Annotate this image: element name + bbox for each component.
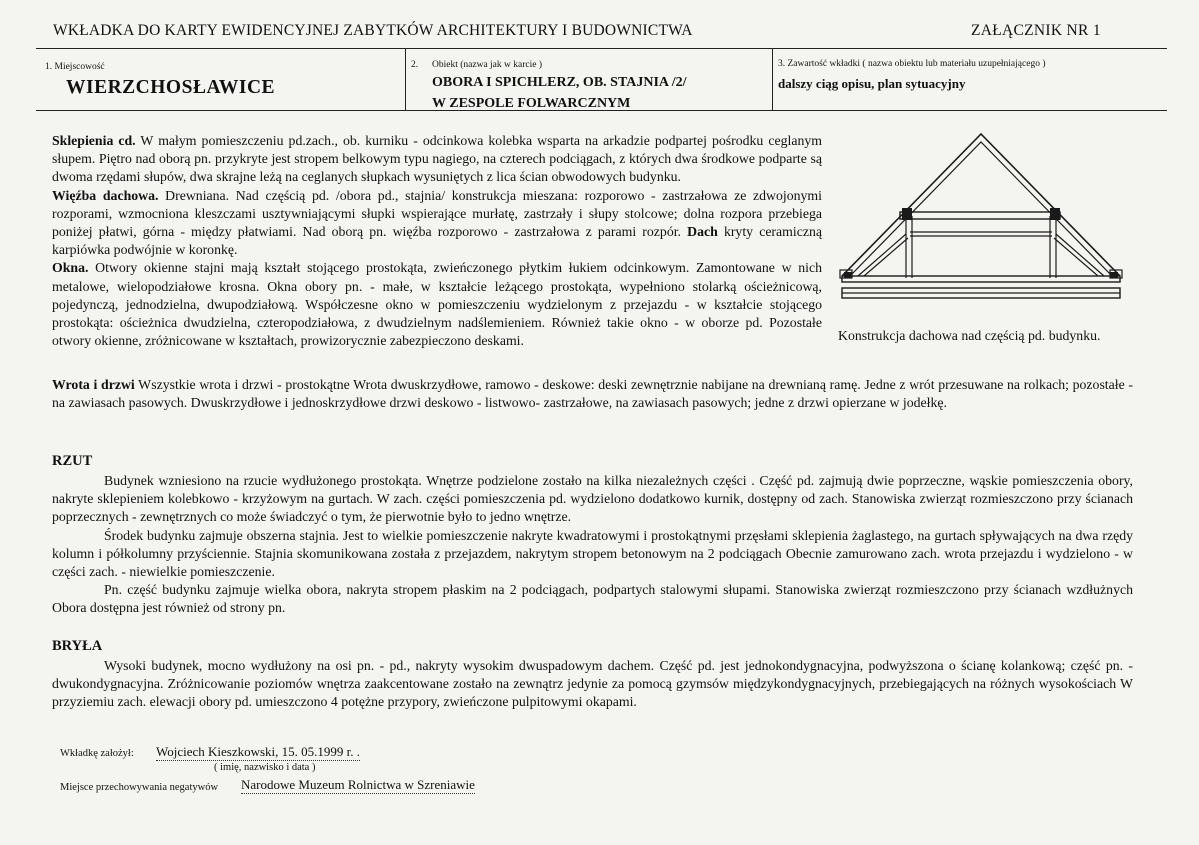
- field-object-value: [432, 72, 762, 114]
- paragraph-vaults: Sklepienia cd. W małym pomieszczeniu pd.zach., ob. kurniku - odcinkowa kolebka wsparta na arkadzie podpartej pośrodku ceglanym słupem. Piętro nad oborą pn. przykryte jest stropem belkowym typu nagiego, na czterech podciągach, z których dwa środkowe podparte są dwoma rzędami słupów, dwa skrajne leżą na ceglanych słupkach wysuniętych z lica ścian obwodowych budynku.: [52, 133, 822, 185]
- figure-caption: Konstrukcja dachowa nad częścią pd. budynku.: [838, 328, 1101, 343]
- plan-paragraph-3: Pn. część budynku zajmuje wielka obora, nakryta stropem płaskim na 2 podciągach, podpartych stalowymi słupami. Stanowiska zwierząt rozmieszczono przy ścianach wzdłużnych Obora dostępna jest również od strony pn.: [52, 582, 1133, 616]
- heading-windows: Okna.: [52, 260, 89, 276]
- field-object-line-2: W ZESPOLE FOLWARCZNYM: [432, 96, 631, 111]
- heading-vaults: Sklepienia cd.: [52, 133, 136, 148]
- plan-paragraph-1: Budynek wzniesiono na rzucie wydłużonego prostokąta. Wnętrze podzielone zostało na kilka niezależnych części . Część pd. zajmują dwie poprzeczne, wąskie pomieszczenia obory, nakryte sklepieniem kolebkowo - krzyżowym na gurtach. W zach. części pomieszczenia pd. wydzielono dodatkowo kurnik, dostępny od zach. Stanowiska zwierząt rozmieszczono przy ścianach poprzecznych - zewnętrznych co może świadczyć o tym, że pierwotnie było to jedno wnętrze.: [52, 473, 1133, 525]
- paragraph-windows: Okna. Otwory okienne stajni mają kształt stojącego prostokąta, zwieńczonego płytkim łukiem odcinkowym. Zamontowane w nich metalowe, wielopodziałowe krosna. Okna obory pn. - małe, w kształcie leżącego prostokąta, wypełniono stolarką ościeżnicową, pojedynczą, jednodzielna, dwupodziałową. Współczesne okno w pomieszczeniu wydzielonym z przejazdu - w kształcie stojącego prostokąta: ościeżnica dwudzielna, czteropodziałowa, z dwudzielnym nadślemieniem. Również takie okno - w oborze pd. Pozostałe otwory okienne, zróżnicowane w kształtach, prowizorycznie zabezpieczono deskami.: [52, 260, 822, 349]
- field-town-label: 1. Miejscowość: [45, 62, 105, 72]
- annex-number: ZAŁĄCZNIK NR 1: [971, 22, 1101, 39]
- section-massing: [52, 657, 1133, 712]
- paragraph-roof-truss: Więźba dachowa. Drewniana. Nad częścią pd. /obora pd., stajnia/ konstrukcja mieszana: rozporowo - zastrzałowa ze zdwojonymi rozporami, wzmocniona kleszczami usztywniającymi słupki wspierające murłatę, zastrzały i słupy stolcowe; dolna rozpora przebiega poniżej płatwi, górna - między płatwiami. Nad oborą pn. więźba rozporowo - zastrzałowa z parami rozpór. Dach kryty ceramiczną karpiówka podwójnie w koronkę.: [52, 187, 822, 258]
- section-plan: [52, 472, 1133, 618]
- field-contents-value: dalszy ciąg opisu, plan sytuacyjny: [778, 76, 966, 91]
- heading-massing: BRYŁA: [52, 638, 103, 654]
- field-object-label: Obiekt (nazwa jak w karcie ): [432, 60, 542, 70]
- description-block-gates: [52, 376, 1133, 412]
- heading-roof-truss: Więźba dachowa.: [52, 187, 159, 203]
- plan-paragraph-2: Środek budynku zajmuje obszerna stajnia. Jest to wielkie pomieszczenie nakryte kwadratowymi i prostokątnymi przęsłami sklepienia żaglastego, na gurtach spływających na dwa rzędy kolumn i półkolumny przyściennie. Stajnia skomunikowana została z przejazdem, nakrytym stropem betonowym na 2 podciągach Obecnie zamurowano zach. wrota przejazdu i wydzielono - w części zach. - niewielkie pomieszczenie.: [52, 527, 1133, 580]
- author-value: Wojciech Kieszkowski, 15. 05.1999 r. .: [156, 744, 361, 759]
- paragraph-gates-doors: Wrota i drzwi Wszystkie wrota i drzwi - prostokątne Wrota dwuskrzydłowe, ramowo - deskowe: deski zewnętrznie nabijane na drewnianą ramę. Jedne z wrót przesuwane na rolkach; pozostałe - na zawiasach pasowych. Dwuskrzydłowe i jednoskrzydłowe drzwi deskowo - listwowo- zastrzałowe, na zawiasach pasowych; jedne z drzwi opierzane w jodełkę.: [52, 377, 1134, 411]
- author-label: Wkładkę założył:: [60, 748, 134, 759]
- document-title: WKŁADKA DO KARTY EWIDENCYJNEJ ZABYTKÓW ARCHITEKTURY I BUDOWNICTWA: [53, 22, 693, 39]
- field-divider-1: [405, 48, 406, 110]
- massing-paragraph-1: Wysoki budynek, mocno wydłużony na osi pn. - pd., nakryty wysokim dwuspadowym dachem. Część pd. jest jednokondygnacyjna, podwyższona o ścianę kolankową; część pn. - dwukondygnacyjna. Zróżnicowanie poziomów wnętrza zaakcentowane zostało na zewnątrz jedynie za pomocą gzymsów międzykondygnacyjnych, przebiegających na różnych wysokościach W przyziemiu zach. elewacji obory pd. umieszczono 4 potężne przypory, zwieńczone pulpitowymi okapami.: [52, 658, 1133, 710]
- field-town-value: WIERZCHOSŁAWICE: [66, 77, 276, 98]
- heading-roof: Dach: [687, 224, 718, 240]
- heading-gates-doors: Wrota i drzwi: [52, 377, 135, 392]
- negatives-label: Miejsce przechowywania negatywów: [60, 782, 219, 793]
- field-contents-label: 3. Zawartość wkładki ( nazwa obiektu lub materiału uzupełniającego ): [778, 59, 1046, 69]
- heading-plan: RZUT: [52, 453, 93, 469]
- author-sublabel: ( imię, nazwisko i data ): [214, 762, 316, 773]
- description-block-top: [52, 132, 822, 350]
- negatives-value: Narodowe Muzeum Rolnictwa w Szreniawie: [241, 777, 475, 792]
- field-divider-2: [772, 48, 773, 110]
- field-object-line-1: OBORA I SPICHLERZ, OB. STAJNIA /2/: [432, 75, 687, 90]
- field-object-number: 2.: [411, 60, 419, 70]
- roof-structure-drawing: [838, 128, 1124, 312]
- header-rule: [36, 48, 1167, 49]
